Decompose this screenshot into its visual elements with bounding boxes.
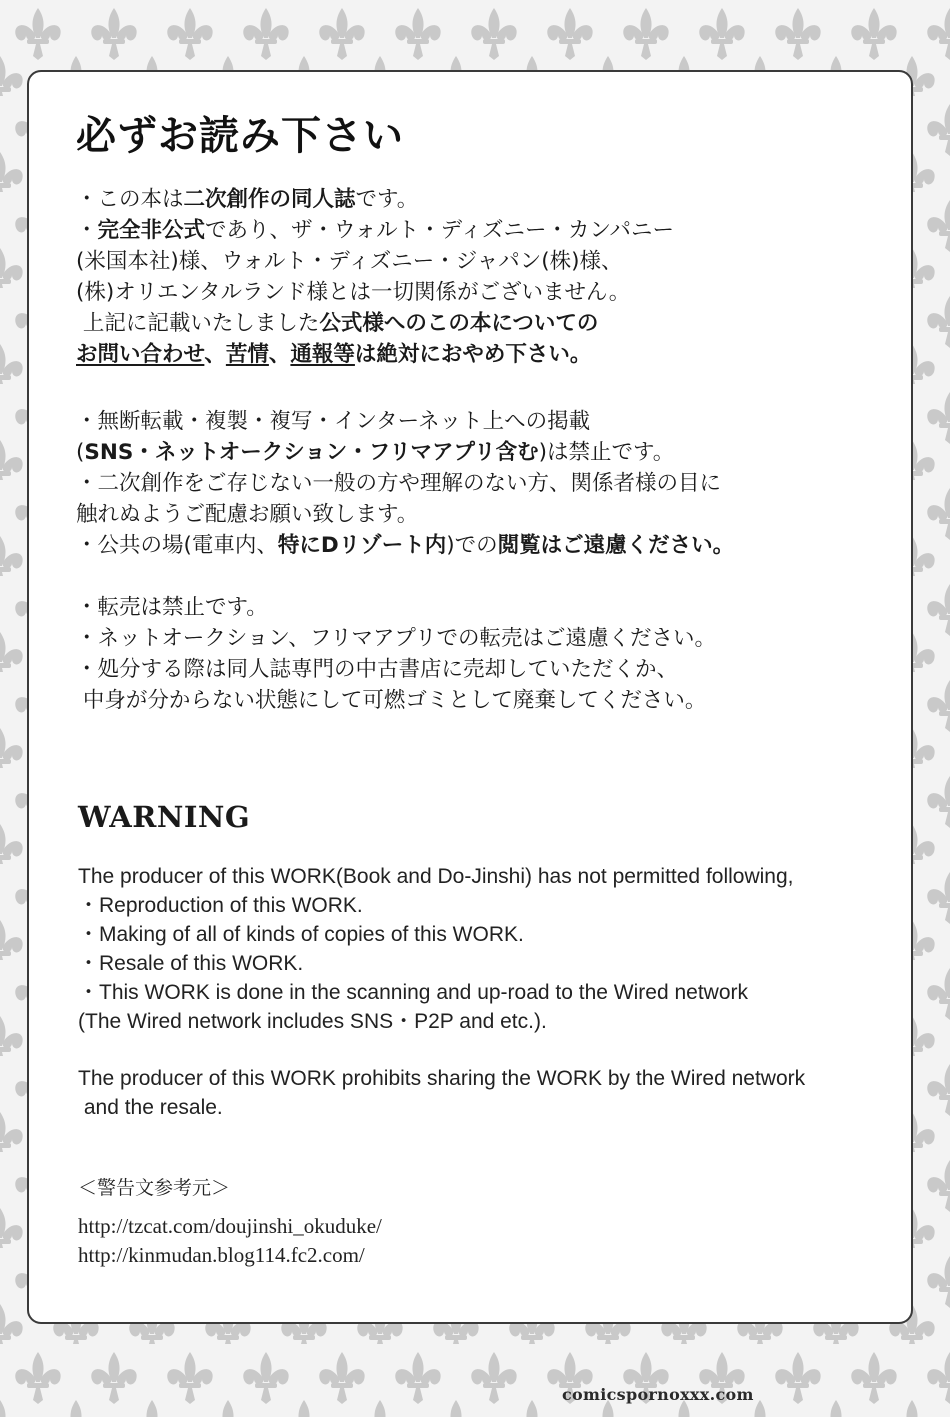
- reference-url[interactable]: http://tzcat.com/doujinshi_okuduke/: [78, 1214, 382, 1238]
- warning-line: (The Wired network includes SNS・P2P and etc.).: [78, 1010, 547, 1033]
- notice-line: ・ネットオークション、フリマアプリでの転売はご遠慮ください。: [76, 626, 717, 651]
- notice-line: ・転売は禁止です。: [76, 595, 268, 620]
- warning-line: and the resale.: [78, 1096, 223, 1119]
- notice-line: ・処分する際は同人誌専門の中古書店に売却していただくか、: [76, 657, 679, 682]
- reference-url-list: [78, 1212, 382, 1270]
- reference-url[interactable]: http://kinmudan.blog114.fc2.com/: [78, 1243, 365, 1267]
- site-watermark: comicspornoxxx.com: [562, 1385, 754, 1404]
- notice-section-resale: [76, 592, 876, 716]
- notice-line: 触れぬようご配慮お願い致します。: [76, 502, 419, 527]
- warning-line: ・Making of all of kinds of copies of this WORK.: [78, 923, 524, 946]
- notice-line: ・公共の場(電車内、特にDリゾート内)での閲覧はご遠慮ください。: [76, 533, 735, 558]
- warning-line: ・Reproduction of this WORK.: [78, 894, 363, 917]
- notice-line: 中身が分からない状態にして可燃ゴミとして廃棄してください。: [76, 688, 707, 713]
- warning-closing: [78, 1064, 908, 1122]
- notice-line: ・二次創作をご存じない一般の方や理解のない方、関係者様の目に: [76, 471, 722, 496]
- notice-line: ・完全非公式であり、ザ・ウォルト・ディズニー・カンパニー: [76, 218, 674, 243]
- warning-line: The producer of this WORK prohibits sharing the WORK by the Wired network: [78, 1067, 806, 1090]
- notice-line: (SNS・ネットオークション・フリマアプリ含む)は禁止です。: [76, 440, 675, 465]
- warning-line: ・This WORK is done in the scanning and up-road to the Wired network: [78, 981, 748, 1004]
- notice-section-disclaimer: [76, 184, 876, 370]
- notice-line: お問い合わせ、苦情、通報等は絶対におやめ下さい。: [76, 342, 592, 367]
- notice-line: ・無断転載・複製・複写・インターネット上への掲載: [76, 409, 591, 434]
- warning-line: The producer of this WORK(Book and Do-Jinshi) has not permitted following,: [78, 865, 794, 888]
- warning-line: ・Resale of this WORK.: [78, 952, 304, 975]
- references-label: ＜警告文参考元＞: [78, 1177, 231, 1199]
- notice-line: (株)オリエンタルランド様とは一切関係がございません。: [76, 280, 631, 305]
- notice-line: (米国本社)様、ウォルト・ディズニー・ジャパン(株)様、: [76, 249, 623, 274]
- notice-line: 上記に記載いたしました公式様へのこの本についての: [76, 311, 599, 336]
- warning-list: [78, 862, 908, 1036]
- warning-title: WARNING: [78, 800, 251, 834]
- notice-line: ・この本は二次創作の同人誌です。: [76, 187, 419, 212]
- notice-section-reproduction: [76, 406, 876, 561]
- page-title: 必ずお読み下さい: [76, 113, 404, 159]
